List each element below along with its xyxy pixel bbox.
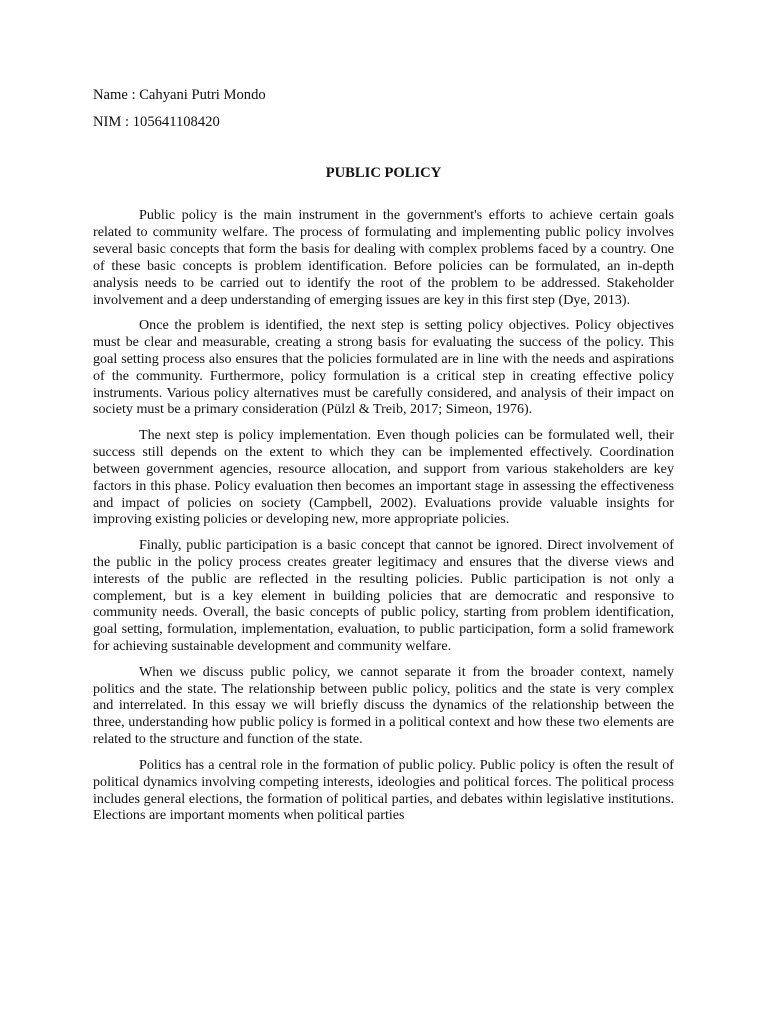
paragraph-4: Finally, public participation is a basic concept that cannot be ignored. Direct involvement of the public in the policy process creates greater legitimacy and ensures that the diverse views and interests of the public are reflected in the resulting policies. Public participation is not only a complement, but is a key element in building policies that are democratic and responsive to community needs. Overall, the basic concepts of public policy, starting from problem identification, goal setting, formulation, implementation, evaluation, to public participation, form a solid framework for achieving sustainable development and community welfare. xyxy=(93,536,674,655)
paragraph-3: The next step is policy implementation. Even though policies can be formulated well, their success still depends on the extent to which they can be implemented effectively. Coordination between government agencies, resource allocation, and support from various stakeholders are key factors in this phase. Policy evaluation then becomes an important stage in assessing the effectiveness and impact of policies on society (Campbell, 2002). Evaluations provide valuable insights for improving existing policies or developing new, more appropriate policies. xyxy=(93,426,674,528)
paragraph-1: Public policy is the main instrument in the government's efforts to achieve certain goals related to community welfare. The process of formulating and implementing public policy involves several basic concepts that form the basis for dealing with complex problems faced by a country. One of these basic concepts is problem identification. Before policies can be formulated, an in-depth analysis needs to be carried out to identify the root of the problem to be addressed. Stakeholder involvement and a deep understanding of emerging issues are key in this first step (Dye, 2013). xyxy=(93,207,674,308)
document-title: PUBLIC POLICY xyxy=(325,165,442,181)
paragraph-6: Politics has a central role in the formation of public policy. Public policy is often the result of political dynamics involving competing interests, ideologies and political forces. The political process includes general elections, the formation of political parties, and debates within legislative institutions. Elections are important moments when political parties xyxy=(93,756,674,824)
paragraph-2: Once the problem is identified, the next step is setting policy objectives. Policy objectives must be clear and measurable, creating a strong basis for evaluating the success of the policy. This goal setting process also ensures that the policies formulated are in line with the needs and aspirations of the community. Furthermore, policy formulation is a critical step in creating effective policy instruments. Various policy alternatives must be carefully considered, and analysis of their impact on society must be a primary consideration (Pülzl & Treib, 2017; Simeon, 1976). xyxy=(93,316,674,418)
paragraph-5: When we discuss public policy, we cannot separate it from the broader context, namely politics and the state. The relationship between public policy, politics and the state is very complex and interrelated. In this essay we will briefly discuss the dynamics of the relationship between the three, understanding how public policy is formed in a political context and how these two elements are related to the structure and function of the state. xyxy=(93,663,674,748)
student-nim: NIM : 105641108420 xyxy=(93,114,220,130)
student-name: Name : Cahyani Putri Mondo xyxy=(93,87,266,103)
